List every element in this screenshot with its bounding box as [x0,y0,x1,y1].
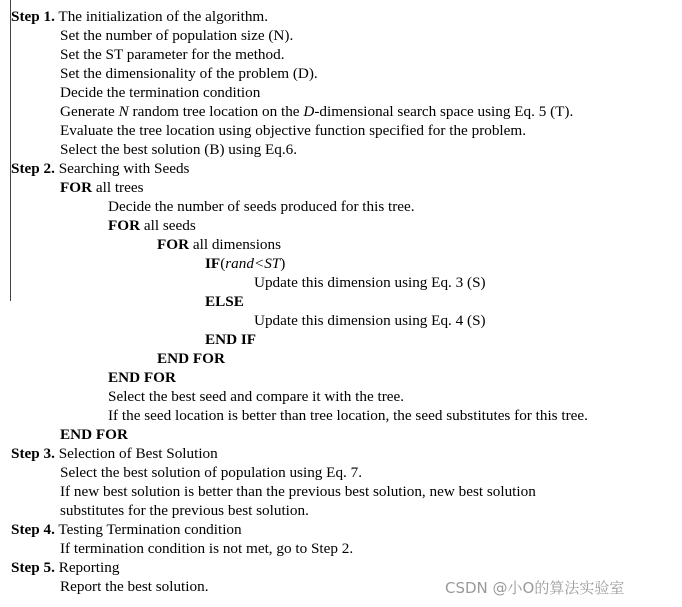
var-n: N [118,103,129,120]
step-5-label: Step 5. [11,559,55,576]
if-condition [205,254,285,273]
step-4-title: Testing Termination condition [58,521,242,538]
step-3-line: Select the best solution of population using Eq. 7. [60,464,363,481]
step-4-label: Step 4. [11,521,55,538]
step-1-title: The initialization of the algorithm. [58,8,269,25]
decide-seeds: Decide the number of seeds produced for this tree. [108,198,415,215]
text: Generate [60,103,119,120]
keyword: FOR [157,236,190,253]
step-2-heading [11,159,189,178]
step-3-title: Selection of Best Solution [58,445,218,462]
watermark: CSDN @小O的算法实验室 [445,579,625,597]
text: ( [220,255,226,272]
step-2-title: Searching with Seeds [58,160,190,177]
end-for-dimensions: END FOR [157,350,225,367]
step-2-label: Step 2. [11,160,55,177]
for-trees [60,178,144,197]
step-3-line: substitutes for the previous best solution. [60,502,309,519]
end-for-trees: END FOR [60,426,128,443]
text: all trees [92,179,144,196]
step-1-line: Set the dimensionality of the problem (D). [60,65,318,82]
keyword: FOR [108,217,141,234]
update-eq3: Update this dimension using Eq. 3 (S) [254,274,486,291]
step-1-select: Select the best solution (B) using Eq.6. [60,141,298,158]
text: -dimensional search space using Eq. 5 (T). [314,103,574,120]
select-best-seed: Select the best seed and compare it with the tree. [108,388,405,405]
left-margin-rule [10,0,11,301]
step-1-line: Set the number of population size (N). [60,27,294,44]
step-3-heading [11,444,218,463]
for-seeds [108,216,196,235]
step-1-generate [60,102,573,121]
step-5-heading [11,558,119,577]
step-3-line: If new best solution is better than the previous best solution, new best solution [60,483,536,500]
step-1-line: Decide the termination condition [60,84,261,101]
text: all dimensions [189,236,282,253]
seed-substitute: If the seed location is better than tree location, the seed substitutes for this tree. [108,407,588,424]
text: all seeds [140,217,196,234]
var-d: D [303,103,315,120]
step-1-line: Set the ST parameter for the method. [60,46,285,63]
step-5-title: Reporting [58,559,120,576]
else-keyword: ELSE [205,293,244,310]
keyword: FOR [60,179,93,196]
update-eq4: Update this dimension using Eq. 4 (S) [254,312,486,329]
step-1-heading [11,7,268,26]
condition: rand<ST [225,255,281,272]
end-for-seeds: END FOR [108,369,176,386]
keyword: IF [205,255,221,272]
step-4-line: If termination condition is not met, go to Step 2. [60,540,354,557]
step-1-evaluate: Evaluate the tree location using objective function specified for the problem. [60,122,527,139]
text: ) [280,255,286,272]
text: random tree location on the [128,103,304,120]
step-4-heading [11,520,242,539]
step-5-line: Report the best solution. [60,578,209,595]
end-if: END IF [205,331,257,348]
step-3-label: Step 3. [11,445,55,462]
step-1-label: Step 1. [11,8,55,25]
for-dimensions [157,235,281,254]
